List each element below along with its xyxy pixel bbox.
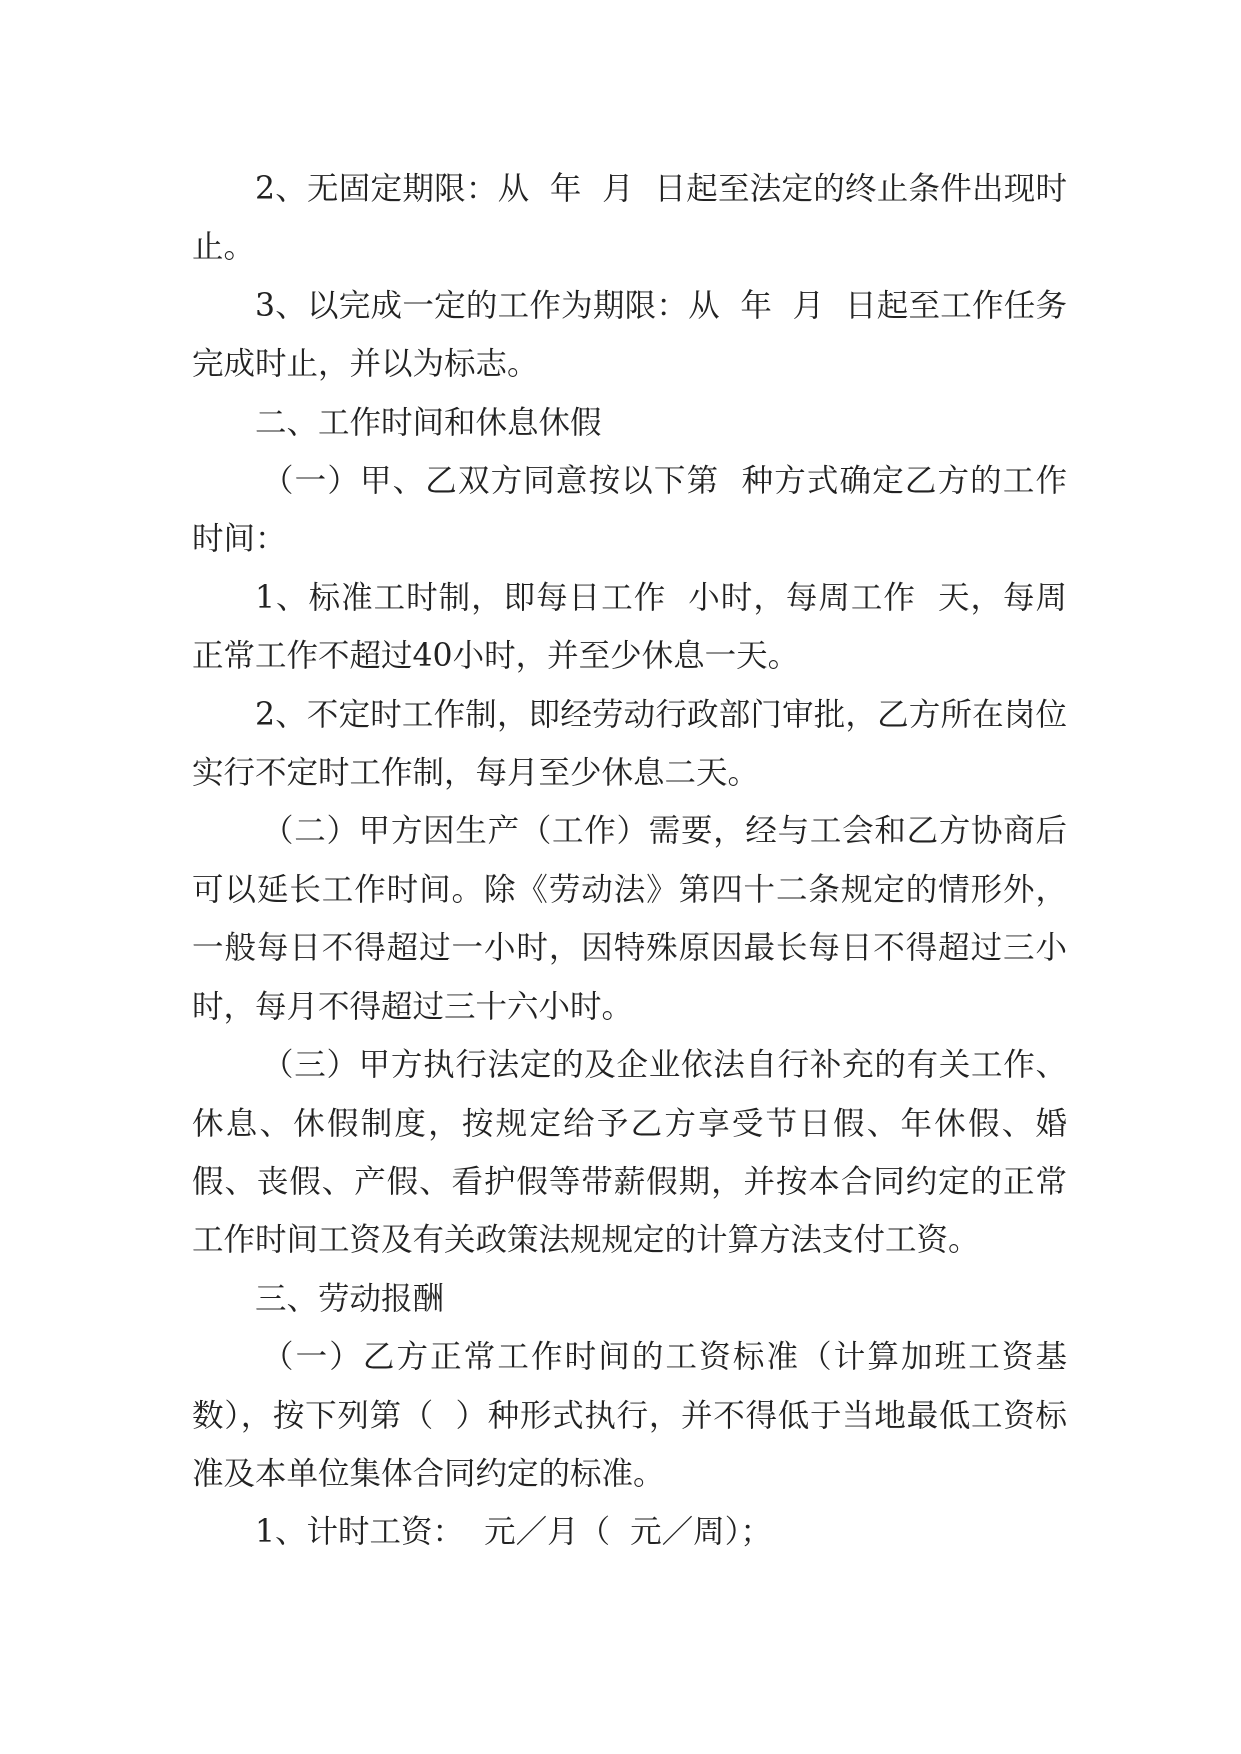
document-body: [192, 160, 1067, 1562]
clause-task-based-term: 3、以完成一定的工作为期限：从 年 月 日起至工作任务完成时止，并以为标志。: [192, 287, 1067, 383]
clause-flexible-hours: 2、不定时工作制，即经劳动行政部门审批，乙方所在岗位实行不定时工作制，每月至少休息二天。: [192, 696, 1067, 792]
clause-hourly-wage: 1、计时工资： 元／月（ 元／周）；: [255, 1514, 772, 1551]
clause-leave-policy: （三）甲方执行法定的及企业依法自行补充的有关工作、休息、休假制度，按规定给予乙方享受节日假、年休假、婚假、丧假、产假、看护假等带薪假期，并按本合同约定的正常工作时间工资及有关政策法规规定的计算方法支付工资。: [192, 1047, 1067, 1259]
clause-overtime: （二）甲方因生产（工作）需要，经与工会和乙方协商后可以延长工作时间。除《劳动法》第四十二条规定的情形外，一般每日不得超过一小时，因特殊原因最长每日不得超过三小时，每月不得超过三十六小时。: [192, 813, 1067, 1025]
section-heading-remuneration: 三、劳动报酬: [255, 1280, 445, 1317]
clause-standard-hours: 1、标准工时制，即每日工作 小时，每周工作 天，每周正常工作不超过40小时，并至少休息一天。: [192, 579, 1067, 675]
clause-indefinite-term: 2、无固定期限：从 年 月 日起至法定的终止条件出现时止。: [192, 171, 1067, 266]
clause-working-hours-method: （一）甲、乙双方同意按以下第 种方式确定乙方的工作时间：: [192, 463, 1067, 558]
clause-wage-standard: （一）乙方正常工作时间的工资标准（计算加班工资基数），按下列第（ ）种形式执行，并不得低于当地最低工资标准及本单位集体合同约定的标准。: [192, 1339, 1067, 1492]
section-heading-working-hours: 二、工作时间和休息休假: [255, 404, 602, 441]
